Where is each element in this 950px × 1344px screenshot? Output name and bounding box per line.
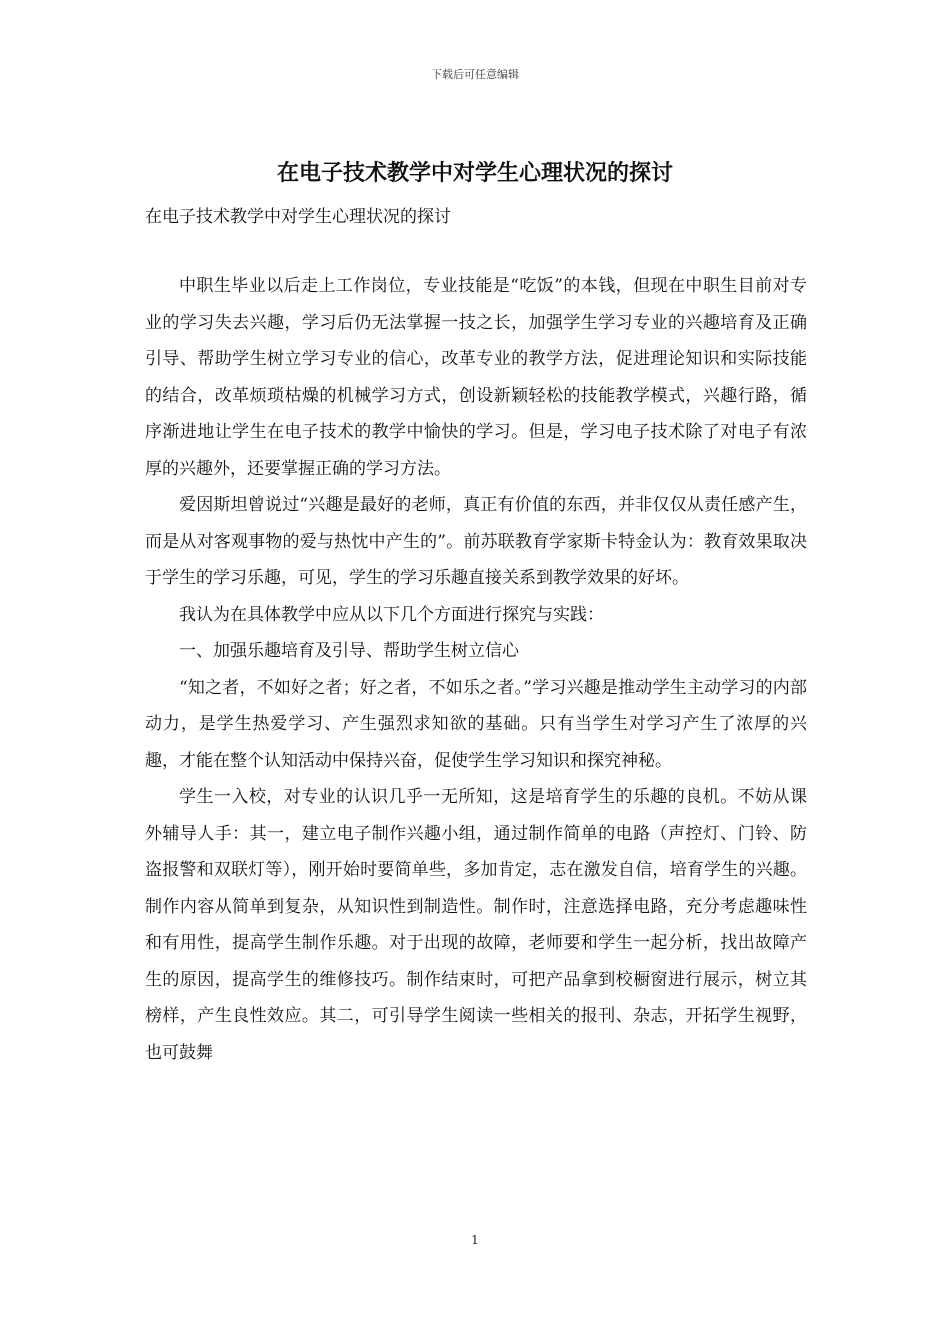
document-subtitle: 在电子技术教学中对学生心理状况的探讨	[145, 207, 451, 227]
body-paragraph: 学生一入校，对专业的认识几乎一无所知，这是培育学生的乐趣的良机。不妨从课外辅导人手：其一，建立电子制作兴趣小组，通过制作简单的电路（声控灯、门铃、防盗报警和双联灯等），刚开始时要简单些，多加肯定，志在激发自信，培育学生的兴趣。制作内容从简单到复杂，从知识性到制造性。制作时，注意选择电路，充分考虑趣味性和有用性，提高学生制作乐趣。对于出现的故障，老师要和学生一起分析，找出故障产生的原因，提高学生的维修技巧。制作结束时，可把产品拿到校橱窗进行展示，树立其榜样，产生良性效应。其二，可引导学生阅读一些相关的报刊、杂志，开拓学生视野，也可鼓舞	[145, 787, 807, 1063]
body-paragraph: 我认为在具体教学中应从以下几个方面进行探究与实践：	[179, 604, 604, 625]
body-paragraph: 爱因斯坦曾说过“兴趣是最好的老师，真正有价值的东西，并非仅仅从责任感产生，而是从对客观事物的爱与热忱中产生的”。前苏联教育学家斯卡特金认为：教育效果取决于学生的学习乐趣，可见，学生的学习乐趣直接关系到教学效果的好坏。	[145, 495, 807, 588]
body-paragraph: “知之者，不如好之者；好之者，不如乐之者。”学习兴趣是推动学生主动学习的内部动力，是学生热爱学习、产生强烈求知欲的基础。只有当学生对学习产生了浓厚的兴趣，才能在整个认知活动中保持兴奋，促使学生学习知识和探究神秘。	[145, 677, 807, 771]
header-note: 下载后可任意编辑	[431, 68, 519, 81]
body-paragraph: 中职生毕业以后走上工作岗位，专业技能是“吃饭”的本钱，但现在中职生目前对专业的学习失去兴趣，学习后仍无法掌握一技之长，加强学生学习专业的兴趣培育及正确引导、帮助学生树立学习专业的信心，改革专业的教学方法，促进理论知识和实际技能的结合，改革烦琐枯燥的机械学习方式，创设新颖轻松的技能教学模式，兴趣行路，循序渐进地让学生在电子技术的教学中愉快的学习。但是，学习电子技术除了对电子有浓厚的兴趣外，还要掌握正确的学习方法。	[145, 276, 807, 479]
document-title: 在电子技术教学中对学生心理状况的探讨	[276, 160, 673, 186]
document-body	[145, 268, 807, 1071]
section-heading: 一、加强乐趣培育及引导、帮助学生树立信心	[179, 641, 519, 661]
page-number: 1	[471, 1233, 479, 1247]
